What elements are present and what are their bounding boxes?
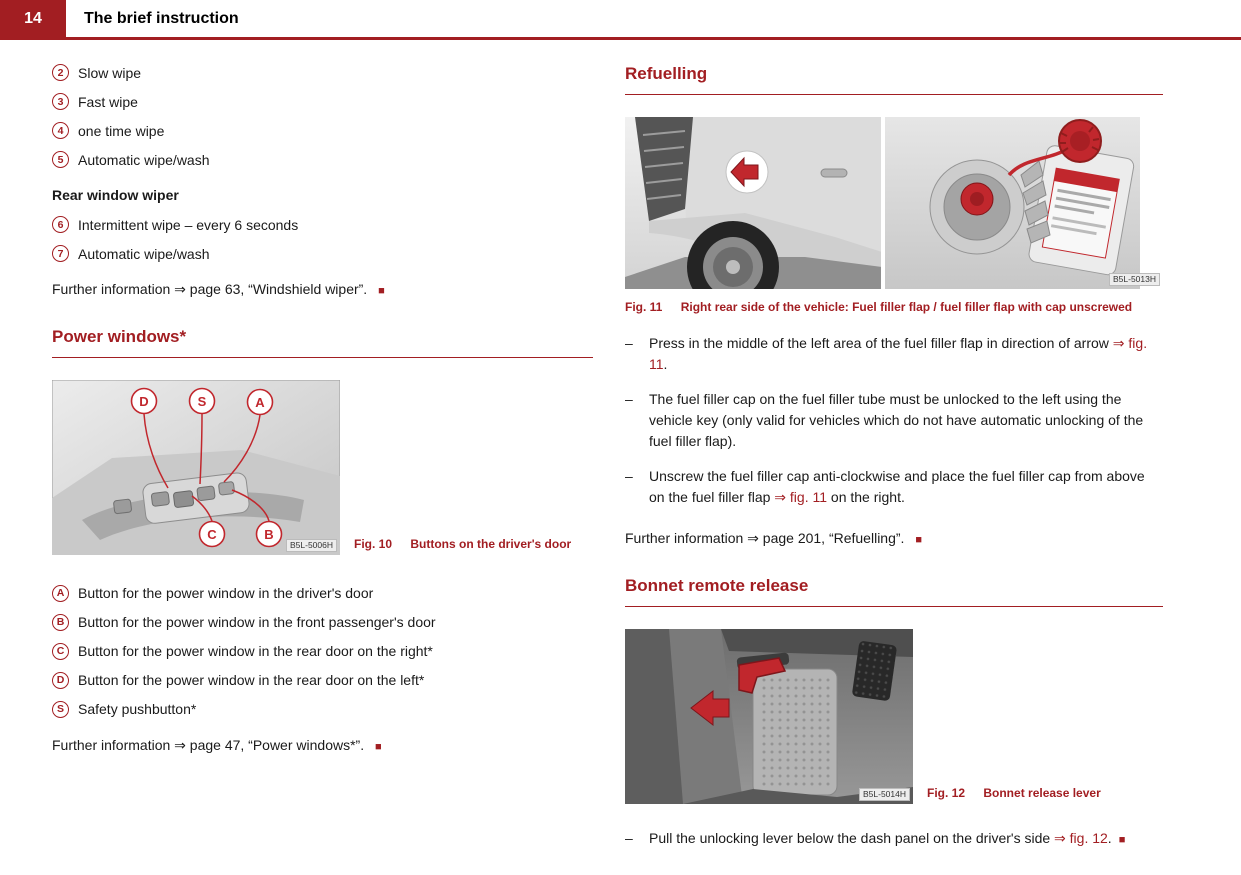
bonnet-heading: Bonnet remote release [625,576,1163,607]
wiper-item-label: Automatic wipe/wash [78,245,210,262]
wiper-item-label: Fast wipe [78,93,138,110]
further-text: Further information ⇒ page 201, “Refuelling”. [625,530,905,547]
floor-mat [753,669,837,795]
legend-item-label: Button for the power window in the rear door on the right* [78,643,433,660]
header-title: The brief instruction [84,9,239,27]
circled-letter: B [52,614,69,631]
figure-reference: ⇒ fig. 11 [774,489,828,506]
further-information [625,528,1163,549]
further-text: Further information ⇒ page 63, “Windshield wiper”. [52,281,368,297]
figure-label: Fig. 11 [625,300,663,314]
refuelling-steps [625,333,1163,508]
circled-number: 3 [52,93,69,110]
legend-item-label: Button for the power window in the driver's door [78,585,374,602]
callout-letter-b: B [264,526,274,542]
page-header [0,0,1241,40]
wiper-item-label: Intermittent wipe – every 6 seconds [78,216,299,233]
figure-caption-text: Right rear side of the vehicle: Fuel filler flap / fuel filler flap with cap unscrewed [680,300,1133,314]
wiper-item-label: one time wipe [78,122,165,139]
figure-label: Fig. 12 [927,785,966,800]
figure-caption-text: Bonnet release lever [983,785,1101,800]
wiper-item [52,64,593,81]
wiper-item [52,216,593,233]
circled-letter: S [52,701,69,718]
callout-letter-a: A [255,394,265,410]
right-column [625,64,1163,863]
circled-letter: A [52,585,69,602]
figure-11 [625,117,1163,289]
wiper-item-label: Slow wipe [78,64,142,81]
fig12-illustration [625,629,913,804]
image-code: B5L-5006H [286,539,337,552]
power-windows-heading: Power windows* [52,327,593,358]
figure-12-row [625,629,1163,804]
section-end-marker: ■ [1118,834,1126,847]
legend-item-label: Button for the power window in the front passenger's door [78,614,436,631]
circled-number: 2 [52,64,69,81]
circled-letter: C [52,643,69,660]
power-window-legend [52,585,593,718]
door-handle [821,169,847,177]
dash-bullet: – [625,468,633,485]
image-code: B5L-5014H [859,788,910,801]
callout-letter-c: C [207,526,217,542]
legend-item [52,643,593,660]
rear-window-wiper-heading: Rear window wiper [52,187,179,203]
legend-item-label: Button for the power window in the rear door on the left* [78,672,425,689]
fuel-filler-closeup [885,117,1140,289]
figure-12 [625,629,913,804]
section-end-marker: ■ [378,285,385,297]
figure-reference: ⇒ fig. 11 [649,335,1148,373]
callout-letter-s: S [197,393,207,409]
wiper-item [52,122,593,139]
step-text: Pull the unlocking lever below the dash panel on the driver's side ⇒ fig. 12. ■ [649,830,1126,847]
vehicle-rear-view [625,117,882,289]
door-lock-button [113,499,131,514]
step-item [625,333,1163,375]
fuel-cap [1059,120,1101,162]
further-text: Further information ⇒ page 47, “Power windows*”. [52,736,365,753]
circled-number: 7 [52,245,69,262]
step-text: Press in the middle of the left area of the fuel filler flap in direction of arrow ⇒ fig. 11. [649,335,1148,373]
figure-10-caption [354,536,571,555]
wiper-item [52,151,593,168]
further-information [52,279,593,300]
legend-item [52,701,593,718]
refuelling-heading: Refuelling [625,64,1163,95]
legend-item [52,585,593,602]
step-item [625,466,1163,508]
circled-number: 6 [52,216,69,233]
left-column [52,64,593,863]
figure-reference: ⇒ fig. 12 [1054,830,1108,847]
legend-item-label: Safety pushbutton* [78,701,197,718]
bonnet-steps [625,828,1163,849]
dash-bullet: – [625,335,633,352]
page-number: 14 [0,0,66,37]
pedal [852,641,897,702]
figure-10-row [52,380,593,555]
circled-number: 5 [52,151,69,168]
legend-item [52,672,593,689]
circled-number: 4 [52,122,69,139]
fig10-illustration [52,380,340,555]
dash-bullet: – [625,830,633,847]
step-item [625,828,1163,849]
step-text: Unscrew the fuel filler cap anti-clockwise and place the fuel filler cap from above on the fuel filler flap ⇒ fig. 11 on the right. [649,468,1145,506]
circled-letter: D [52,672,69,689]
wiper-item [52,245,593,262]
step-item [625,389,1163,452]
figure-12-caption [927,785,1101,804]
legend-item [52,614,593,631]
dash-bullet: – [625,391,633,408]
fig11-illustration [625,117,1140,289]
section-end-marker: ■ [374,740,382,753]
step-text: The fuel filler cap on the fuel filler tube must be unlocked to the left using the vehicle key (only valid for vehicles which do not have automatic unlocking of the fuel filler flap). [649,391,1144,450]
figure-11-caption [625,299,1163,315]
figure-10 [52,380,340,555]
figure-caption-text: Buttons on the driver's door [410,536,572,551]
wiper-item-label: Automatic wipe/wash [78,151,210,168]
callout-letter-d: D [139,393,149,409]
figure-label: Fig. 10 [354,536,393,551]
content-columns [0,40,1241,863]
image-code: B5L-5013H [1109,273,1160,286]
section-end-marker: ■ [915,534,922,547]
further-information [52,735,593,756]
wiper-item [52,93,593,110]
